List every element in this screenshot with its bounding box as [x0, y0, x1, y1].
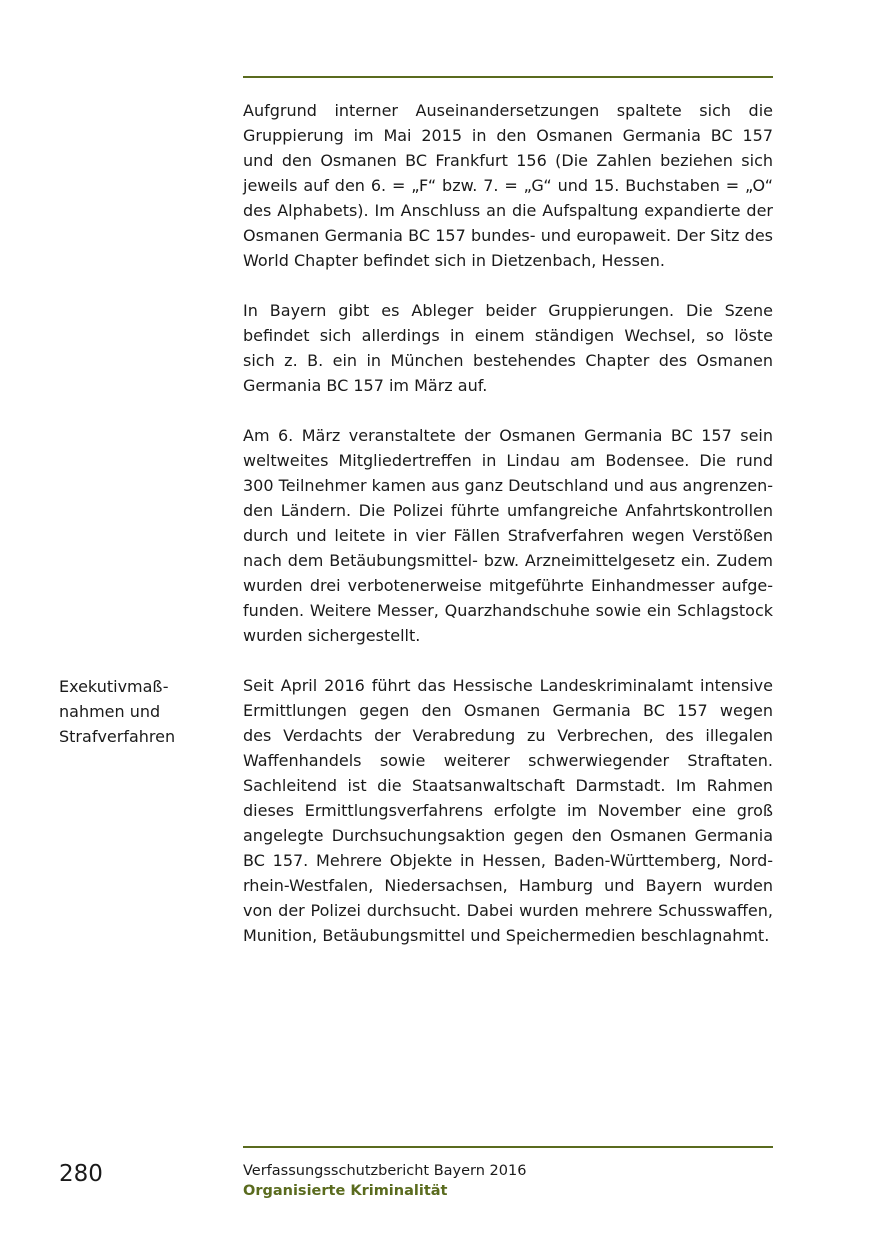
text-line: Gruppierung im Mai 2015 in den Osmanen Germania BC 157 — [243, 126, 773, 145]
text-line: rhein-Westfalen, Niedersachsen, Hamburg und Bayern wurden — [243, 876, 773, 895]
text-line: und den Osmanen BC Frankfurt 156 (Die Zahlen beziehen sich — [243, 151, 773, 170]
text-line: befindet sich allerdings in einem ständigen Wechsel, so löste — [243, 326, 773, 345]
text-line: 300 Teilnehmer kamen aus ganz Deutschland und aus angrenzen- — [243, 476, 773, 495]
text-line: nach dem Betäubungsmittel- bzw. Arzneimittelgesetz ein. Zudem — [243, 551, 773, 570]
text-line: sich z. B. ein in München bestehendes Chapter des Osmanen — [243, 351, 773, 370]
text-line: Seit April 2016 führt das Hessische Landeskriminalamt intensive — [243, 676, 773, 695]
margin-note-line: Strafverfahren — [59, 727, 176, 746]
footer-divider — [243, 1146, 773, 1148]
text-line: Sachleitend ist die Staatsanwaltschaft Darmstadt. Im Rahmen — [243, 776, 773, 795]
text-line: Ermittlungen gegen den Osmanen Germania BC 157 wegen — [243, 701, 773, 720]
text-line: wurden drei verbotenerweise mitgeführte Einhandmesser aufge- — [243, 576, 773, 595]
text-line: Munition, Betäubungsmittel und Speichermedien beschlagnahmt. — [243, 926, 770, 945]
text-line: wurden sichergestellt. — [243, 626, 421, 645]
text-line: Waffenhandels sowie weiterer schwerwiegender Straftaten. — [243, 751, 773, 770]
text-line: In Bayern gibt es Ableger beider Gruppierungen. Die Szene — [243, 301, 773, 320]
text-line: jeweils auf den 6. = „F“ bzw. 7. = „G“ und 15. Buchstaben = „O“ — [243, 176, 773, 195]
text-line: des Alphabets). Im Anschluss an die Aufspaltung expandierte der — [243, 201, 773, 220]
text-line: Am 6. März veranstaltete der Osmanen Germania BC 157 sein — [243, 426, 773, 445]
text-line: funden. Weitere Messer, Quarzhandschuhe sowie ein Schlagstock — [243, 601, 773, 620]
footer-subtitle: Organisierte Kriminalität — [243, 1183, 448, 1199]
top-divider — [243, 76, 773, 78]
text-line: Aufgrund interner Auseinandersetzungen spaltete sich die — [243, 101, 773, 120]
text-line: weltweites Mitgliedertreffen in Lindau am Bodensee. Die rund — [243, 451, 773, 470]
page-number: 280 — [59, 1161, 103, 1187]
text-line: angelegte Durchsuchungsaktion gegen den Osmanen Germania — [243, 826, 773, 845]
text-line: BC 157. Mehrere Objekte in Hessen, Baden-Württemberg, Nord- — [243, 851, 773, 870]
text-line: des Verdachts der Verabredung zu Verbrechen, des illegalen — [243, 726, 773, 745]
paragraph-ermittlungen — [243, 673, 773, 948]
margin-note — [59, 674, 229, 749]
paragraph-lindau — [243, 423, 773, 648]
margin-note-line: Exekutivmaß- — [59, 677, 169, 696]
paragraph-split — [243, 98, 773, 273]
text-line: durch und leitete in vier Fällen Strafverfahren wegen Verstößen — [243, 526, 773, 545]
text-line: World Chapter befindet sich in Dietzenbach, Hessen. — [243, 251, 665, 270]
margin-note-line: nahmen und — [59, 702, 161, 721]
text-line: von der Polizei durchsucht. Dabei wurden mehrere Schusswaffen, — [243, 901, 773, 920]
text-line: Germania BC 157 im März auf. — [243, 376, 488, 395]
text-line: dieses Ermittlungsverfahrens erfolgte im November eine groß — [243, 801, 773, 820]
text-line: den Ländern. Die Polizei führte umfangreiche Anfahrtskontrollen — [243, 501, 773, 520]
footer-title: Verfassungsschutzbericht Bayern 2016 — [243, 1163, 527, 1179]
text-line: Osmanen Germania BC 157 bundes- und europaweit. Der Sitz des — [243, 226, 773, 245]
paragraph-bayern — [243, 298, 773, 398]
